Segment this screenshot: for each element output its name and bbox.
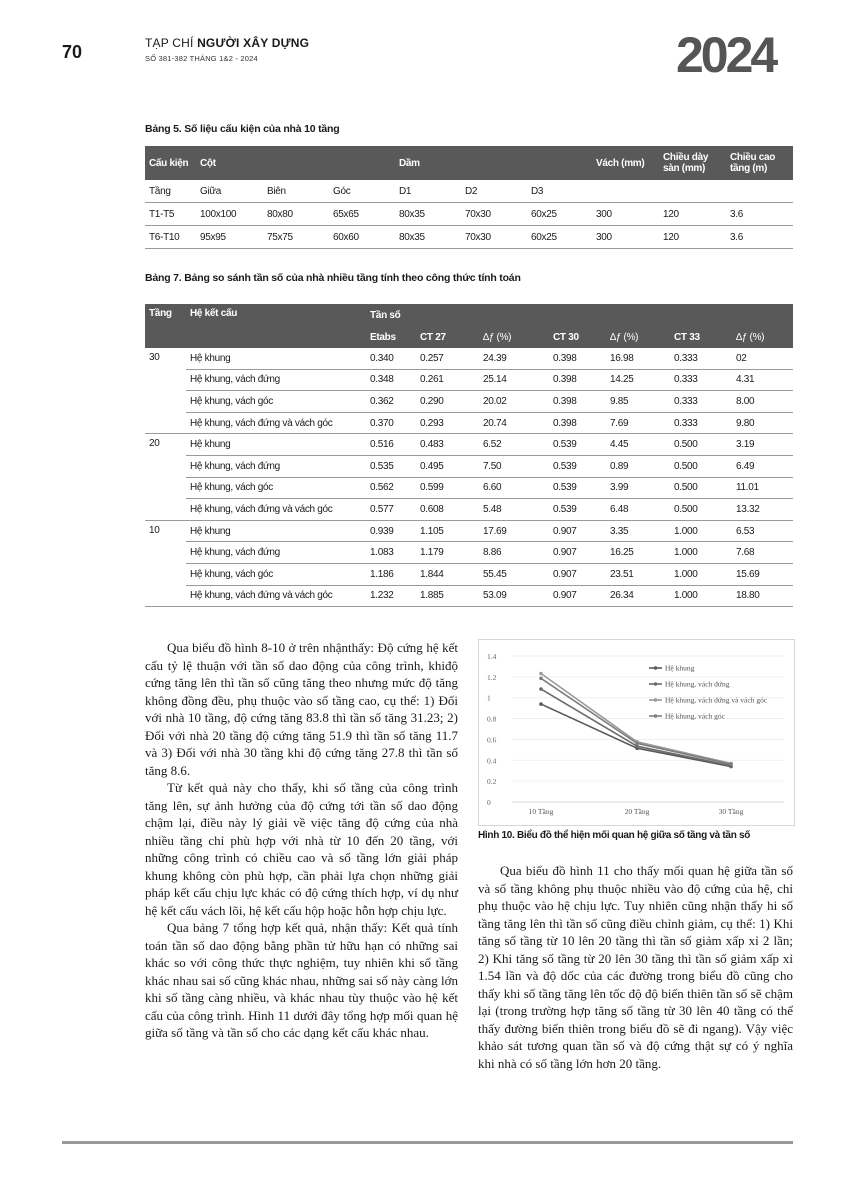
table7-cell: 1.844 <box>416 563 479 585</box>
paragraph: Qua bảng 7 tổng hợp kết quả, nhận thấy: Kết quả tính toán tần số dao động bằng phần tử hữu hạn có những sai khác so với công thức thực nghiệm, tuy nhiên khi số tầng khác nhau sai số cũng khác nhau, những sai số này càng lớn khi số tầng càng nhiều, và khác nhau tùy thuộc vào hệ kết cấu của công trình. Hình 11 dưới đây tổng hợp mối quan hệ giữa số tầng và tần số cho các dạng kết cấu khác nhau. <box>145 920 458 1040</box>
legend-marker <box>654 666 658 670</box>
table7-cell: 3.35 <box>606 520 670 542</box>
table-row <box>145 434 793 456</box>
table7-cell: 1.000 <box>670 563 732 585</box>
x-tick-label: 20 Tầng <box>624 807 650 816</box>
table7-cell: 11.01 <box>732 477 793 499</box>
table7-floor-cell: 20 <box>145 434 186 520</box>
table5-cell: 3.6 <box>726 226 793 249</box>
table7-cell: 3.99 <box>606 477 670 499</box>
table5-cell: T1-T5 <box>145 203 196 226</box>
table7-cell: 0.483 <box>416 434 479 456</box>
table5-cell: Tầng <box>145 180 196 203</box>
table7-cell: Hệ khung <box>186 434 366 456</box>
table5-cell: 120 <box>659 203 726 226</box>
y-tick-label: 0.2 <box>487 777 497 787</box>
table7-cell: Hệ khung, vách đứng <box>186 455 366 477</box>
table7-cell: 0.398 <box>549 412 606 434</box>
table5-cell: 80x35 <box>395 226 461 249</box>
table5-cell: 65x65 <box>329 203 395 226</box>
table5-header-cell: Vách (mm) <box>592 146 659 180</box>
table7-cell: 1.000 <box>670 585 732 607</box>
table7-header-cell: ∆ƒ (%) <box>732 326 793 348</box>
legend-marker <box>654 714 658 718</box>
table7-cell: 0.398 <box>549 369 606 391</box>
table7-cell: 9.85 <box>606 391 670 413</box>
year-logo <box>676 26 796 78</box>
table5-cell: 300 <box>592 203 659 226</box>
table5-cell: 70x30 <box>461 226 527 249</box>
table5-cell: 60x60 <box>329 226 395 249</box>
legend-marker <box>654 698 658 702</box>
table7-caption: Bảng 7. Bảng so sánh tần số của nhà nhiều tầng tính theo công thức tính toán <box>145 272 521 284</box>
legend-label: Hệ khung <box>665 663 695 673</box>
data-point <box>635 742 639 746</box>
table7-floor-cell: 10 <box>145 520 186 606</box>
table-row <box>145 369 793 391</box>
table5-cell: 70x30 <box>461 203 527 226</box>
table7-cell: 4.31 <box>732 369 793 391</box>
left-column <box>145 639 458 1042</box>
y-tick-label: 0.8 <box>487 714 497 724</box>
table7-cell: 0.500 <box>670 477 732 499</box>
y-tick-label: 0.4 <box>487 756 497 766</box>
table-row <box>145 226 793 249</box>
table7-cell: 55.45 <box>479 563 549 585</box>
table7-header-cell: Etabs <box>366 326 416 348</box>
table5-header-cell: Chiều cao tầng (m) <box>726 146 793 180</box>
table7-cell: 0.293 <box>416 412 479 434</box>
table7-cell: 0.290 <box>416 391 479 413</box>
table7-header-cell: CT 27 <box>416 326 479 348</box>
table7-header-cell: Tầng <box>145 304 186 348</box>
table5-header-cell: Dầm <box>395 146 592 180</box>
x-tick-label: 10 Tầng <box>528 807 554 816</box>
figure-caption: Hình 10. Biểu đồ thể hiện mối quan hệ giữa số tầng và tần số <box>478 830 751 841</box>
table7-cell: 7.68 <box>732 542 793 564</box>
table7-cell: 7.50 <box>479 455 549 477</box>
table7-cell: 0.362 <box>366 391 416 413</box>
year-logo-text: 2024 <box>676 27 776 78</box>
table5-cell: Góc <box>329 180 395 203</box>
table5-cell: 100x100 <box>196 203 263 226</box>
footer-rule <box>62 1141 793 1144</box>
table7-cell: 0.535 <box>366 455 416 477</box>
paragraph: Qua biểu đồ hình 11 cho thấy mối quan hệ giữa tần số và số tầng không phụ thuộc nhiều vào độ cứng của hệ, chỉ phụ thuộc vào hệ chịu lực. Tuy nhiên cũng nhận thấy hi số tầng tăng lên thì tần số cũng điều chỉnh giảm, cụ thể: 1) Khi tăng số tầng từ 10 lên 20 tầng thì tần số giảm xấp xỉ 2 lần; 2) Khi tăng số tầng từ 20 lên 30 tầng thì tần số giảm xấp xỉ 1.54 lần và độ dốc của các đường trong biểu đồ cũng cho thấy khi số tầng tăng lên tốc độ độ biến thiên tần số sẽ chậm lại (trong trường hợp tăng số tầng từ 30 lên 40 tầng có thể thấy đường biến thiên trong biểu đồ sẽ đi ngang). Vậy việc khảo sát tương quan tần số và độ cứng thật sự có ý nghĩa khi nhà có số tầng lớn hơn 20 tầng. <box>478 863 793 1071</box>
table7-cell: Hệ khung, vách góc <box>186 391 366 413</box>
table7-cell: 13.32 <box>732 499 793 521</box>
table7-cell: 9.80 <box>732 412 793 434</box>
legend-marker <box>654 682 658 686</box>
data-point <box>539 677 543 681</box>
table7-cell: 0.907 <box>549 585 606 607</box>
table7-cell: 0.907 <box>549 542 606 564</box>
table7-cell: 0.539 <box>549 499 606 521</box>
table7-cell: 1.105 <box>416 520 479 542</box>
table7-header-row <box>145 304 793 326</box>
journal-title <box>145 36 309 50</box>
journal-prefix: TẠP CHÍ <box>145 36 198 50</box>
data-point <box>539 672 543 676</box>
series-line <box>541 678 731 764</box>
line-chart <box>479 640 794 825</box>
table-row <box>145 477 793 499</box>
table7-cell: 1.000 <box>670 520 732 542</box>
paragraph: Qua biểu đồ hình 8-10 ở trên nhậnthấy: Độ cứng hệ kết cấu tỷ lệ thuận với tần số dao động của công trình, khiđộ cứng tăng lên thì tần số cũng tăng theo nhưng mức độ tăng không đồng đều, phụ thuộc vào số tầng cao, cụ thể: 1) Đối với nhà 10 tầng, độ cứng tăng 83.8 thì tần số tăng 31.23; 2) Đối với nhà 20 tầng độ cứng tăng 51.9 thì tần số tăng 11.7 và 3) Đối với nhà 30 tầng khi độ cứng tăng 27.8 thì tần số tăng 8.6. <box>145 640 458 778</box>
table7-cell: 26.34 <box>606 585 670 607</box>
table7-cell: 0.577 <box>366 499 416 521</box>
legend-label: Hệ khung, vách đứng <box>665 679 730 689</box>
table7-header-cell: CT 33 <box>670 326 732 348</box>
table7-cell: 0.907 <box>549 563 606 585</box>
table7 <box>145 304 793 607</box>
table7-cell: 0.333 <box>670 348 732 369</box>
table5-caption: Bảng 5. Số liệu cấu kiện của nhà 10 tầng <box>145 123 340 135</box>
table7-cell: Hệ khung, vách đứng <box>186 542 366 564</box>
y-tick-label: 1 <box>487 693 491 703</box>
table5-cell: T6-T10 <box>145 226 196 249</box>
table7-cell: Hệ khung, vách đứng và vách góc <box>186 412 366 434</box>
table7-cell: 6.48 <box>606 499 670 521</box>
table5-header-row <box>145 146 793 180</box>
x-tick-label: 30 Tầng <box>718 807 744 816</box>
table7-cell: 20.74 <box>479 412 549 434</box>
table-row <box>145 563 793 585</box>
table7-cell: Hệ khung, vách đứng <box>186 369 366 391</box>
table7-cell: 0.500 <box>670 499 732 521</box>
table-row <box>145 455 793 477</box>
y-tick-label: 0 <box>487 798 491 807</box>
table5-cell <box>659 180 726 203</box>
table7-cell: 0.340 <box>366 348 416 369</box>
page-number: 70 <box>62 42 83 62</box>
table7-cell: 0.539 <box>549 477 606 499</box>
table7-cell: 17.69 <box>479 520 549 542</box>
journal-name: NGƯỜI XÂY DỰNG <box>197 36 310 50</box>
figure-chart <box>478 639 795 826</box>
legend-label: Hệ khung, vách góc <box>665 711 725 721</box>
table5-cell <box>592 180 659 203</box>
table7-cell: 0.608 <box>416 499 479 521</box>
table7-cell: 1.232 <box>366 585 416 607</box>
table7-cell: 0.89 <box>606 455 670 477</box>
table7-cell: 6.52 <box>479 434 549 456</box>
table7-header-cell: ∆ƒ (%) <box>606 326 670 348</box>
table7-cell: 1.179 <box>416 542 479 564</box>
table7-cell: 15.69 <box>732 563 793 585</box>
y-tick-label: 1.2 <box>487 672 497 682</box>
table7-cell: Hệ khung, vách đứng và vách góc <box>186 585 366 607</box>
table5-cell: 300 <box>592 226 659 249</box>
legend-label: Hệ khung, vách đứng và vách góc <box>665 695 768 705</box>
table7-cell: 0.500 <box>670 455 732 477</box>
table7-cell: 0.939 <box>366 520 416 542</box>
table-row <box>145 391 793 413</box>
table5-cell: Giữa <box>196 180 263 203</box>
table7-cell: 0.495 <box>416 455 479 477</box>
table7-cell: 8.00 <box>732 391 793 413</box>
paragraph: Từ kết quả này cho thấy, khi số tầng của công trình tăng lên, sự ảnh hưởng của độ cứng tới tần số dao động chậm lại, điều này lý giải về việc tăng độ cứng của nhà nhiều tầng chỉ phù hợp với nhà từ 10 đến 20 tầng, với những công trình có chiều cao và số tầng lớn giải pháp khung không còn phù hợp, cần phải lựa chọn những giải pháp kết cấu chịu lực khác có độ cứng thích hợp, ví dụ như hệ kết cấu vách lõi, hệ kết cấu hộp hoặc hỗn hợp chịu lực. <box>145 780 458 918</box>
table7-cell: 0.348 <box>366 369 416 391</box>
table7-cell: Hệ khung, vách góc <box>186 477 366 499</box>
table7-cell: 0.599 <box>416 477 479 499</box>
table7-cell: 0.333 <box>670 391 732 413</box>
table7-cell: 0.539 <box>549 455 606 477</box>
table7-cell: 02 <box>732 348 793 369</box>
table5-cell: D2 <box>461 180 527 203</box>
table7-cell: 0.562 <box>366 477 416 499</box>
table7-cell: 0.398 <box>549 391 606 413</box>
table7-cell: 8.86 <box>479 542 549 564</box>
table5-cell: Biên <box>263 180 329 203</box>
table5-header-cell: Cột <box>196 146 395 180</box>
table5-subheader-row <box>145 180 793 203</box>
table7-body <box>145 348 793 607</box>
table7-header-cell: ∆ƒ (%) <box>479 326 549 348</box>
table5-cell: D3 <box>527 180 592 203</box>
table7-cell: 0.516 <box>366 434 416 456</box>
table5-cell: 95x95 <box>196 226 263 249</box>
table7-cell: 0.261 <box>416 369 479 391</box>
table-row <box>145 520 793 542</box>
y-tick-label: 0.6 <box>487 735 497 745</box>
table7-cell: 25.14 <box>479 369 549 391</box>
table-row <box>145 499 793 521</box>
table7-cell: 24.39 <box>479 348 549 369</box>
table7-cell: Hệ khung <box>186 520 366 542</box>
table5-cell: 80x35 <box>395 203 461 226</box>
table5-cell: 80x80 <box>263 203 329 226</box>
table7-cell: 0.333 <box>670 412 732 434</box>
table5-cell: 75x75 <box>263 226 329 249</box>
table5-cell: 120 <box>659 226 726 249</box>
table7-cell: 1.083 <box>366 542 416 564</box>
table-row <box>145 348 793 369</box>
table7-cell: 0.398 <box>549 348 606 369</box>
table5-header-cell: Cấu kiện <box>145 146 196 180</box>
table7-floor-cell: 30 <box>145 348 186 434</box>
table5-header-cell: Chiều dày sàn (mm) <box>659 146 726 180</box>
table7-cell: 1.186 <box>366 563 416 585</box>
table7-cell: 0.539 <box>549 434 606 456</box>
table5-cell: D1 <box>395 180 461 203</box>
table5-cell: 60x25 <box>527 203 592 226</box>
table-row <box>145 412 793 434</box>
table7-cell: 1.000 <box>670 542 732 564</box>
table7-cell: 16.98 <box>606 348 670 369</box>
table7-cell: 18.80 <box>732 585 793 607</box>
table7-cell: 20.02 <box>479 391 549 413</box>
data-point <box>539 687 543 691</box>
table7-cell: 4.45 <box>606 434 670 456</box>
table7-cell: 16.25 <box>606 542 670 564</box>
table-row <box>145 585 793 607</box>
table5-cell: 3.6 <box>726 203 793 226</box>
table7-cell: 0.257 <box>416 348 479 369</box>
table7-cell: 7.69 <box>606 412 670 434</box>
table7-cell: 0.333 <box>670 369 732 391</box>
table7-cell: 6.60 <box>479 477 549 499</box>
table5-cell: 60x25 <box>527 226 592 249</box>
data-point <box>729 762 733 766</box>
table7-header-cell: Tần số <box>366 304 793 326</box>
table7-cell: Hệ khung, vách góc <box>186 563 366 585</box>
table7-cell: 5.48 <box>479 499 549 521</box>
table7-cell: Hệ khung, vách đứng và vách góc <box>186 499 366 521</box>
right-column <box>478 862 793 1072</box>
table5 <box>145 146 793 249</box>
table7-header-cell: Hệ kết cấu <box>186 304 366 348</box>
table7-cell: 3.19 <box>732 434 793 456</box>
table7-cell: 53.09 <box>479 585 549 607</box>
table7-cell: 1.885 <box>416 585 479 607</box>
issue-info: SỐ 381-382 THÁNG 1&2 - 2024 <box>145 54 258 63</box>
table7-cell: 0.907 <box>549 520 606 542</box>
table7-cell: 0.370 <box>366 412 416 434</box>
table7-cell: 6.53 <box>732 520 793 542</box>
y-tick-label: 1.4 <box>487 652 497 661</box>
table-row <box>145 542 793 564</box>
table7-header-cell: CT 30 <box>549 326 606 348</box>
table7-cell: 0.500 <box>670 434 732 456</box>
table7-cell: Hệ khung <box>186 348 366 369</box>
table7-cell: 6.49 <box>732 455 793 477</box>
data-point <box>539 702 543 706</box>
table7-cell: 23.51 <box>606 563 670 585</box>
table7-cell: 14.25 <box>606 369 670 391</box>
table5-cell <box>726 180 793 203</box>
table-row <box>145 203 793 226</box>
